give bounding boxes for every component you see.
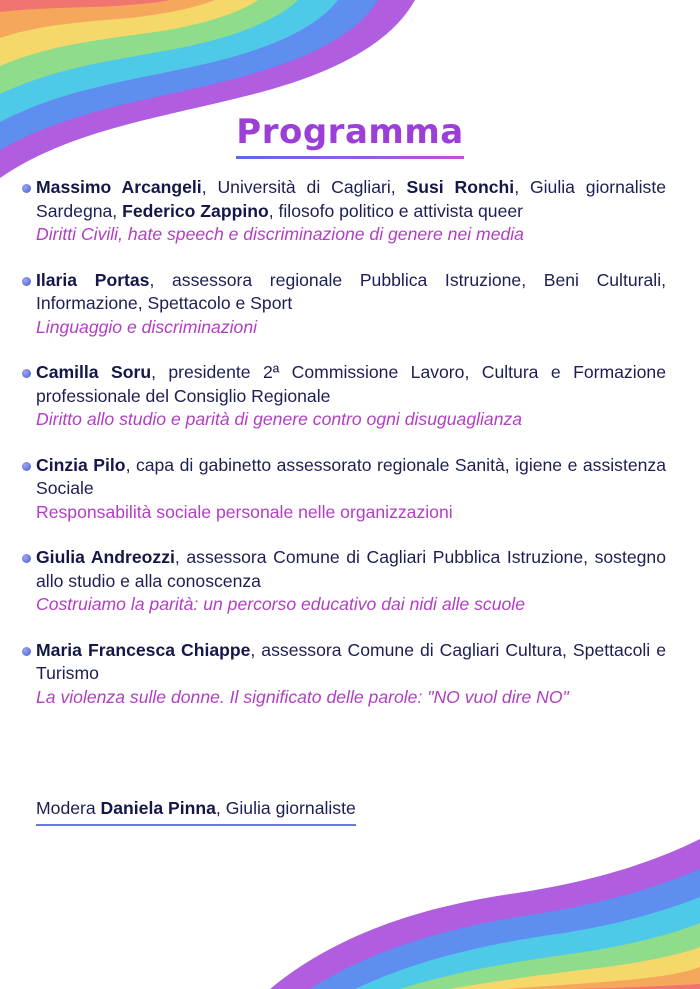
speaker-name: Camilla Soru [36, 362, 152, 382]
speaker-name: Federico Zappino [122, 200, 269, 221]
speaker-description: Giulia Andreozzi, assessora Comune di Cagliari Pubblica Istruzione, sostegno allo studio e alla conoscenza [36, 547, 666, 591]
speaker-name: Giulia Andreozzi [36, 547, 175, 567]
talk-topic: Costruiamo la parità: un percorso educativo dai nidi alle scuole [36, 594, 525, 614]
talk-topic: La violenza sulle donne. Il significato delle parole: "NO vuol dire NO" [36, 686, 569, 707]
talk-topic: Linguaggio e discriminazioni [36, 316, 258, 337]
talk-topic: Responsabilità sociale personale nelle organizzazioni [36, 501, 453, 522]
talk-topic: Diritti Civili, hate speech e discriminazione di genere nei media [36, 224, 524, 244]
speaker-name: Maria Francesca Chiappe [36, 639, 251, 660]
speaker-name: Cinzia Pilo [36, 454, 126, 475]
program-list [22, 176, 666, 731]
bullet-icon [22, 462, 31, 471]
bullet-icon [22, 369, 31, 378]
moderator-line: Modera Daniela Pinna, Giulia giornaliste [36, 797, 356, 826]
rainbow-wave-bottom [270, 839, 700, 989]
program-item [22, 361, 666, 432]
talk-topic: Diritto allo studio e parità di genere contro ogni disuguaglianza [36, 409, 523, 429]
speaker-name: Ilaria Portas [36, 269, 150, 290]
title-container [0, 112, 700, 159]
speaker-description: Maria Francesca Chiappe, assessora Comune di Cagliari Cultura, Spettacoli e Turismo [36, 639, 666, 683]
bullet-icon [22, 184, 31, 193]
page-title: Programma [236, 112, 463, 159]
speaker-description: Massimo Arcangeli, Università di Cagliari, Susi Ronchi, Giulia giornaliste Sardegna, Federico Zappino, filosofo politico e attivista queer [36, 177, 666, 221]
moderator-container [36, 797, 356, 826]
program-item [22, 454, 666, 525]
speaker-name: Susi Ronchi [406, 177, 515, 197]
program-item [22, 176, 666, 247]
speaker-name: Massimo Arcangeli [36, 177, 202, 197]
program-item [22, 269, 666, 340]
moderator-name: Daniela Pinna [100, 798, 216, 818]
bullet-icon [22, 277, 31, 286]
bullet-icon [22, 554, 31, 563]
program-item [22, 546, 666, 617]
bullet-icon [22, 647, 31, 656]
speaker-description: Ilaria Portas, assessora regionale Pubblica Istruzione, Beni Culturali, Informazione, Spettacolo e Sport [36, 269, 666, 313]
program-item [22, 639, 666, 710]
speaker-description: Cinzia Pilo, capa di gabinetto assessorato regionale Sanità, igiene e assistenza Sociale [36, 454, 666, 498]
speaker-description: Camilla Soru, presidente 2ª Commissione Lavoro, Cultura e Formazione professionale del Consiglio Regionale [36, 362, 666, 406]
